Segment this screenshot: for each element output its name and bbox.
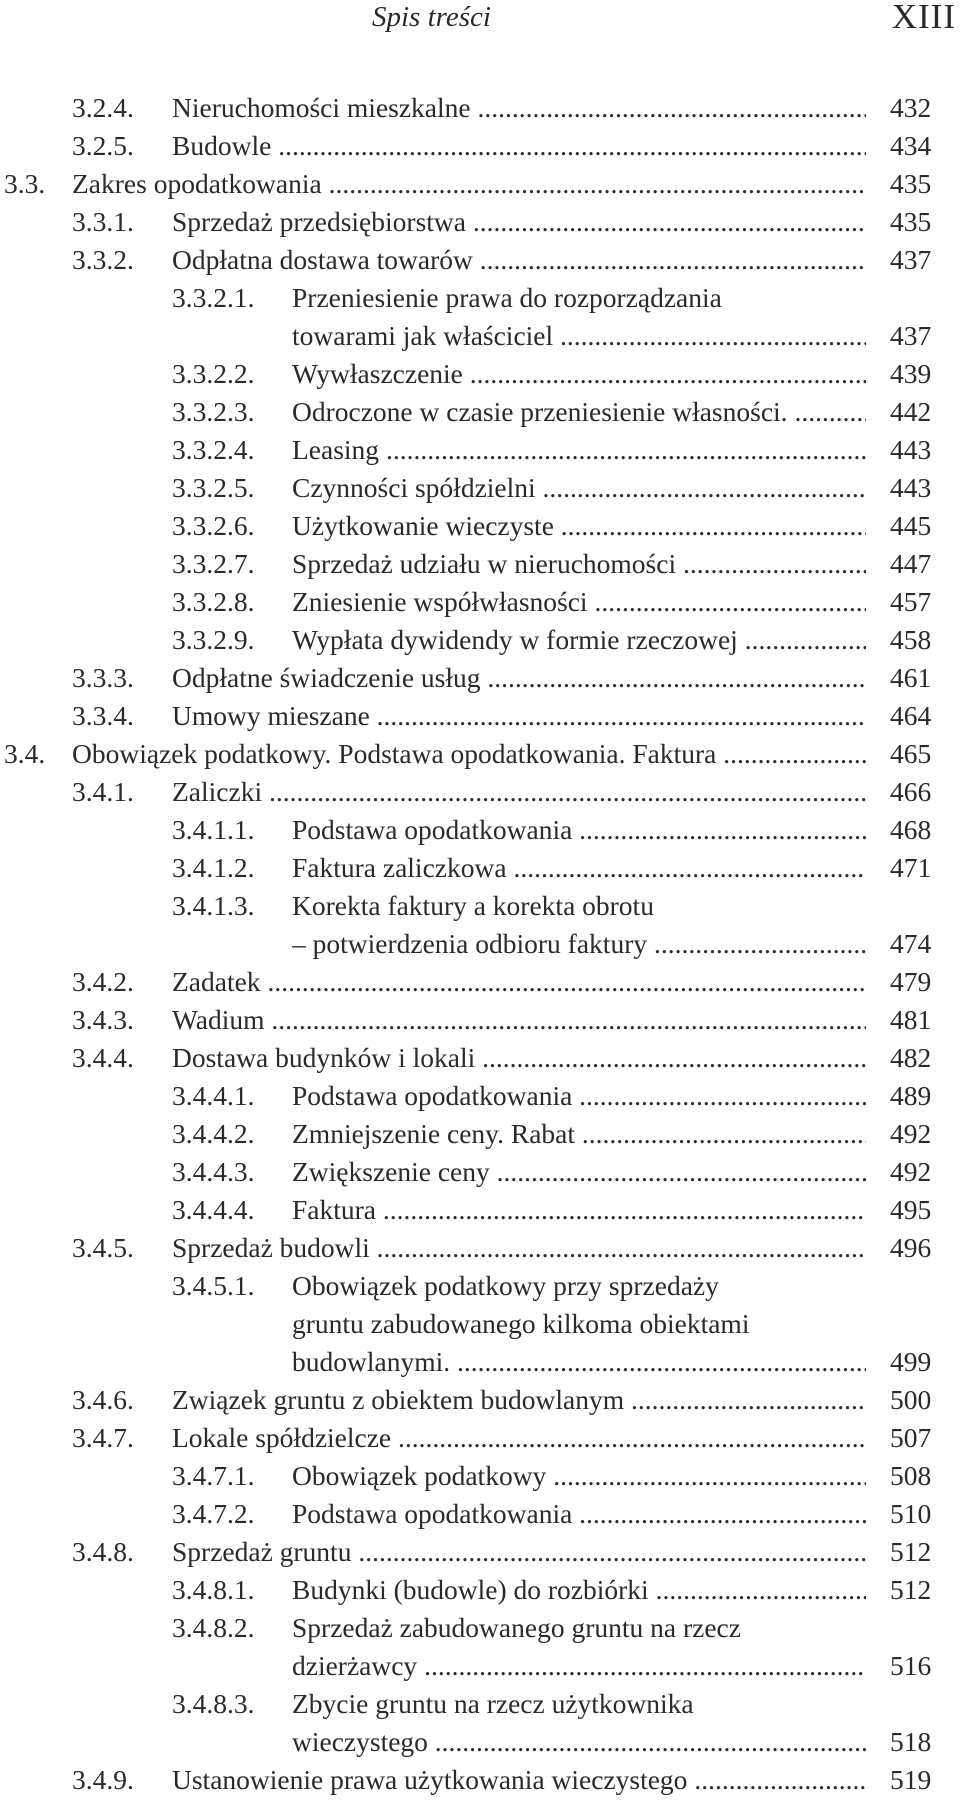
toc-entry[interactable]: [0, 317, 960, 355]
toc-entry-page: 489: [890, 1080, 932, 1111]
toc-entry[interactable]: [0, 1305, 960, 1343]
toc-entry-number: 3.4.5.1.: [172, 1270, 255, 1301]
toc-entry-title: towarami jak właściciel .....: [292, 317, 866, 355]
toc-entry[interactable]: [0, 887, 960, 925]
toc-entry[interactable]: [0, 583, 960, 621]
toc-entry[interactable]: [0, 165, 960, 203]
toc-entry-page: 500: [890, 1384, 932, 1415]
toc-entry-number: 3.4.1.: [72, 776, 134, 807]
toc-entry-page: 492: [890, 1156, 932, 1187]
toc-entry-page: 439: [890, 358, 932, 389]
toc-entry-page: 492: [890, 1118, 932, 1149]
toc-entry-number: 3.3.: [4, 168, 46, 199]
toc-entry[interactable]: [0, 1457, 960, 1495]
toc-entry[interactable]: [0, 1153, 960, 1191]
toc-entry-number: 3.3.1.: [72, 206, 134, 237]
toc-entry-number: 3.4.8.3.: [172, 1688, 255, 1719]
toc-entry-page: 442: [890, 396, 932, 427]
toc-entry-number: 3.2.5.: [72, 130, 134, 161]
toc-entry-number: 3.4.6.: [72, 1384, 134, 1415]
toc-entry[interactable]: [0, 1647, 960, 1685]
toc-entry-title: Leasing .....: [292, 431, 866, 469]
toc-entry-title: Faktura zaliczkowa .....: [292, 849, 866, 887]
toc-entry-number: 3.4.8.1.: [172, 1574, 255, 1605]
page-number: XIII: [891, 0, 956, 36]
toc-entry-number: 3.4.1.3.: [172, 890, 255, 921]
toc-entry-number: 3.4.3.: [72, 1004, 134, 1035]
toc-entry[interactable]: [0, 393, 960, 431]
toc-entry-number: 3.4.2.: [72, 966, 134, 997]
table-of-contents: [0, 89, 960, 1799]
toc-entry[interactable]: [0, 1267, 960, 1305]
toc-entry-title: Korekta faktury a korekta obrotu: [292, 890, 654, 921]
toc-entry-page: 512: [890, 1536, 932, 1567]
toc-entry-title: Nieruchomości mieszkalne .....: [172, 89, 866, 127]
toc-entry-number: 3.3.3.: [72, 662, 134, 693]
toc-entry-title: – potwierdzenia odbioru faktury .....: [292, 925, 866, 963]
toc-entry[interactable]: [0, 1495, 960, 1533]
toc-entry[interactable]: [0, 1381, 960, 1419]
toc-entry-title: Zniesienie współwłasności .....: [292, 583, 866, 621]
toc-entry-number: 3.4.4.3.: [172, 1156, 255, 1187]
toc-entry[interactable]: [0, 773, 960, 811]
toc-entry-title: Obowiązek podatkowy. Podstawa opodatkowania. Faktura .....: [72, 735, 866, 773]
toc-entry-title: Związek gruntu z obiektem budowlanym .....: [172, 1381, 866, 1419]
toc-entry[interactable]: [0, 127, 960, 165]
toc-entry[interactable]: [0, 431, 960, 469]
toc-entry-page: 471: [890, 852, 932, 883]
toc-entry-title: Sprzedaż udziału w nieruchomości .....: [292, 545, 866, 583]
toc-entry-number: 3.4.4.: [72, 1042, 134, 1073]
toc-entry-page: 445: [890, 510, 932, 541]
toc-entry-title: Wadium .....: [172, 1001, 866, 1039]
toc-entry-page: 432: [890, 92, 932, 123]
toc-entry-page: 474: [890, 928, 932, 959]
toc-entry[interactable]: [0, 811, 960, 849]
toc-entry-page: 464: [890, 700, 932, 731]
toc-entry-title: Ustanowienie prawa użytkowania wieczystego .....: [172, 1761, 866, 1799]
toc-entry[interactable]: [0, 545, 960, 583]
toc-entry-title: Sprzedaż przedsiębiorstwa .....: [172, 203, 866, 241]
toc-entry-page: 437: [890, 320, 932, 351]
toc-entry-title: Faktura .....: [292, 1191, 866, 1229]
toc-entry-number: 3.4.4.4.: [172, 1194, 255, 1225]
toc-entry-number: 3.4.1.1.: [172, 814, 255, 845]
toc-entry-title: Sprzedaż gruntu .....: [172, 1533, 866, 1571]
toc-entry-number: 3.3.2.3.: [172, 396, 255, 427]
toc-entry-title: Podstawa opodatkowania .....: [292, 811, 866, 849]
toc-entry[interactable]: [0, 241, 960, 279]
toc-entry[interactable]: [0, 89, 960, 127]
toc-entry-title: Przeniesienie prawa do rozporządzania: [292, 282, 722, 313]
toc-entry-page: 435: [890, 206, 932, 237]
toc-entry-number: 3.3.2.2.: [172, 358, 255, 389]
toc-entry-number: 3.3.2.4.: [172, 434, 255, 465]
toc-entry-title: Zaliczki .....: [172, 773, 866, 811]
toc-entry[interactable]: [0, 279, 960, 317]
toc-entry-page: 510: [890, 1498, 932, 1529]
running-title: Spis treści: [372, 1, 491, 33]
toc-entry-page: 499: [890, 1346, 932, 1377]
toc-entry-number: 3.4.5.: [72, 1232, 134, 1263]
toc-entry-title: budowlanymi. .....: [292, 1343, 866, 1381]
toc-entry[interactable]: [0, 735, 960, 773]
toc-entry-title: Zmniejszenie ceny. Rabat .....: [292, 1115, 866, 1153]
toc-entry-page: 443: [890, 434, 932, 465]
toc-entry[interactable]: [0, 621, 960, 659]
toc-entry-number: 3.4.7.: [72, 1422, 134, 1453]
toc-entry[interactable]: [0, 355, 960, 393]
toc-entry[interactable]: [0, 659, 960, 697]
toc-entry-title: Umowy mieszane .....: [172, 697, 866, 735]
toc-entry[interactable]: [0, 1343, 960, 1381]
toc-entry-number: 3.4.9.: [72, 1764, 134, 1795]
toc-entry-title: Sprzedaż budowli .....: [172, 1229, 866, 1267]
toc-entry[interactable]: [0, 203, 960, 241]
toc-entry[interactable]: [0, 1685, 960, 1723]
toc-entry-number: 3.3.2.8.: [172, 586, 255, 617]
toc-entry-page: 519: [890, 1764, 932, 1795]
toc-entry-page: 479: [890, 966, 932, 997]
toc-entry-number: 3.3.2.1.: [172, 282, 255, 313]
toc-entry[interactable]: [0, 697, 960, 735]
toc-entry-page: 516: [890, 1650, 932, 1681]
toc-entry-page: 447: [890, 548, 932, 579]
toc-entry-number: 3.4.8.: [72, 1536, 134, 1567]
toc-entry-number: 3.3.4.: [72, 700, 134, 731]
toc-entry[interactable]: [0, 469, 960, 507]
toc-entry[interactable]: [0, 963, 960, 1001]
toc-entry-title: dzierżawcy .....: [292, 1647, 866, 1685]
toc-entry-page: 512: [890, 1574, 932, 1605]
toc-entry-page: 435: [890, 168, 932, 199]
toc-entry[interactable]: [0, 1039, 960, 1077]
toc-entry-title: Sprzedaż zabudowanego gruntu na rzecz: [292, 1612, 741, 1643]
toc-entry[interactable]: [0, 1609, 960, 1647]
toc-entry-page: 482: [890, 1042, 932, 1073]
toc-entry-number: 3.4.4.2.: [172, 1118, 255, 1149]
toc-entry[interactable]: [0, 1001, 960, 1039]
toc-entry-title: Zadatek .....: [172, 963, 866, 1001]
toc-entry-title: Odroczone w czasie przeniesienie własności. .....: [292, 393, 866, 431]
toc-entry-page: 458: [890, 624, 932, 655]
toc-entry-page: 457: [890, 586, 932, 617]
toc-entry-number: 3.3.2.: [72, 244, 134, 275]
toc-entry-title: Zbycie gruntu na rzecz użytkownika: [292, 1688, 694, 1719]
toc-entry-page: 481: [890, 1004, 932, 1035]
toc-entry-title: Podstawa opodatkowania .....: [292, 1495, 866, 1533]
toc-entry-number: 3.2.4.: [72, 92, 134, 123]
toc-entry-number: 3.3.2.7.: [172, 548, 255, 579]
toc-entry[interactable]: [0, 1229, 960, 1267]
toc-entry[interactable]: [0, 1723, 960, 1761]
toc-entry-page: 508: [890, 1460, 932, 1491]
toc-entry-number: 3.4.8.2.: [172, 1612, 255, 1643]
toc-entry-title: Zwiększenie ceny .....: [292, 1153, 866, 1191]
toc-entry-number: 3.3.2.5.: [172, 472, 255, 503]
toc-entry-title: Odpłatne świadczenie usług .....: [172, 659, 866, 697]
toc-entry-page: 466: [890, 776, 932, 807]
toc-entry[interactable]: [0, 1761, 960, 1799]
toc-entry-number: 3.4.1.2.: [172, 852, 255, 883]
toc-entry-page: 434: [890, 130, 932, 161]
toc-entry-page: 465: [890, 738, 932, 769]
toc-entry-title: Zakres opodatkowania .....: [72, 165, 866, 203]
toc-entry-number: 3.3.2.6.: [172, 510, 255, 541]
toc-entry-title: Wypłata dywidendy w formie rzeczowej .....: [292, 621, 866, 659]
toc-entry-title: Czynności spółdzielni .....: [292, 469, 866, 507]
toc-entry-page: 495: [890, 1194, 932, 1225]
toc-entry[interactable]: [0, 1115, 960, 1153]
toc-entry-title: Obowiązek podatkowy .....: [292, 1457, 866, 1495]
toc-entry[interactable]: [0, 1533, 960, 1571]
toc-entry-title: Obowiązek podatkowy przy sprzedaży: [292, 1270, 719, 1301]
toc-entry-page: 468: [890, 814, 932, 845]
toc-entry-title: Podstawa opodatkowania .....: [292, 1077, 866, 1115]
toc-entry-page: 461: [890, 662, 932, 693]
toc-entry[interactable]: [0, 1571, 960, 1609]
toc-entry-title: Dostawa budynków i lokali .....: [172, 1039, 866, 1077]
toc-entry-number: 3.4.: [4, 738, 46, 769]
toc-entry-page: 507: [890, 1422, 932, 1453]
toc-entry-title: wieczystego .....: [292, 1723, 866, 1761]
toc-entry[interactable]: [0, 1419, 960, 1457]
toc-entry-number: 3.4.7.2.: [172, 1498, 255, 1529]
toc-entry[interactable]: [0, 507, 960, 545]
toc-entry-title: Budynki (budowle) do rozbiórki .....: [292, 1571, 866, 1609]
toc-entry-page: 496: [890, 1232, 932, 1263]
toc-entry[interactable]: [0, 1077, 960, 1115]
toc-entry-title: Wywłaszczenie .....: [292, 355, 866, 393]
toc-entry-page: 437: [890, 244, 932, 275]
toc-entry-number: 3.4.4.1.: [172, 1080, 255, 1111]
toc-entry-page: 443: [890, 472, 932, 503]
toc-entry-number: 3.4.7.1.: [172, 1460, 255, 1491]
toc-entry[interactable]: [0, 925, 960, 963]
toc-entry-number: 3.3.2.9.: [172, 624, 255, 655]
toc-entry[interactable]: [0, 1191, 960, 1229]
toc-entry-title: gruntu zabudowanego kilkoma obiektami: [292, 1308, 750, 1339]
toc-entry-title: Budowle .....: [172, 127, 866, 165]
toc-entry-title: Odpłatna dostawa towarów .....: [172, 241, 866, 279]
toc-entry-page: 518: [890, 1726, 932, 1757]
toc-entry-title: Lokale spółdzielcze .....: [172, 1419, 866, 1457]
toc-entry-title: Użytkowanie wieczyste .....: [292, 507, 866, 545]
toc-entry[interactable]: [0, 849, 960, 887]
